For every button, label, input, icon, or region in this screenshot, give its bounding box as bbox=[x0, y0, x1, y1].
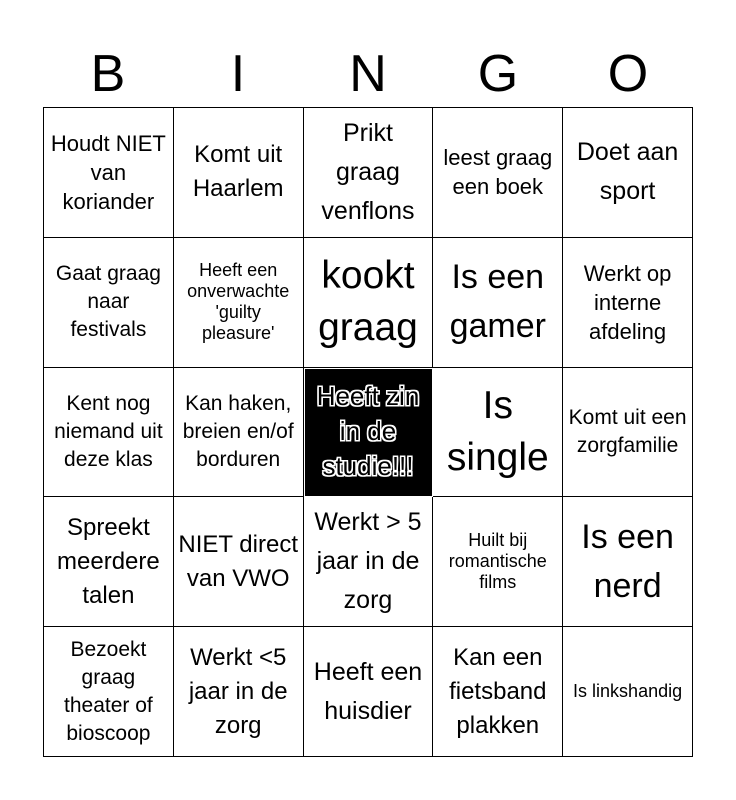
cell-text: Komt uit Haarlem bbox=[192, 141, 284, 203]
cell-text: Komt uit een zorgfamilie bbox=[568, 405, 687, 457]
cell-text: Is een nerd bbox=[581, 517, 674, 605]
cell-text: Houdt NIET van koriander bbox=[50, 130, 166, 214]
cell-text: Kan een fietsband plakken bbox=[449, 643, 547, 739]
bingo-cell[interactable] bbox=[433, 627, 563, 757]
bingo-cell[interactable] bbox=[563, 497, 693, 627]
bingo-cell[interactable] bbox=[304, 497, 434, 627]
cell-text: Werkt op interne afdeling bbox=[583, 260, 672, 344]
bingo-cell[interactable] bbox=[304, 238, 434, 368]
title-letter-n: N bbox=[349, 45, 387, 103]
bingo-card bbox=[43, 107, 693, 757]
cell-text: Prikt graag venflons bbox=[321, 118, 415, 225]
cell-text: Heeft een huisdier bbox=[313, 657, 423, 725]
cell-text: Is een gamer bbox=[449, 258, 546, 346]
cell-text: Kan haken, breien en/of borduren bbox=[182, 391, 294, 471]
title-letter-o: O bbox=[607, 45, 649, 103]
bingo-cell[interactable] bbox=[174, 108, 304, 238]
bingo-cell[interactable] bbox=[44, 238, 174, 368]
title-letter-i: I bbox=[230, 45, 246, 103]
bingo-cell[interactable] bbox=[44, 108, 174, 238]
bingo-cell[interactable] bbox=[44, 627, 174, 757]
bingo-cell[interactable] bbox=[174, 497, 304, 627]
cell-text: kookt graag bbox=[318, 254, 418, 350]
cell-text: Gaat graag naar festivals bbox=[55, 262, 161, 342]
free-space-text: Heeft zin in de studie!!! bbox=[316, 381, 420, 482]
cell-text: NIET direct van VWO bbox=[178, 530, 298, 592]
bingo-cell[interactable] bbox=[174, 627, 304, 757]
bingo-cell[interactable] bbox=[174, 238, 304, 368]
cell-text: Kent nog niemand uit deze klas bbox=[54, 391, 163, 471]
cell-text: Huilt bij romantische films bbox=[448, 530, 547, 593]
cell-text: Werkt > 5 jaar in de zorg bbox=[314, 508, 422, 615]
title-letter-g: G bbox=[477, 45, 519, 103]
cell-text: Is single bbox=[446, 383, 549, 479]
bingo-cell[interactable] bbox=[433, 368, 563, 498]
bingo-cell[interactable] bbox=[304, 627, 434, 757]
bingo-cell[interactable] bbox=[563, 627, 693, 757]
free-space-cell[interactable] bbox=[305, 369, 433, 497]
bingo-cell[interactable] bbox=[433, 108, 563, 238]
cell-text: Doet aan sport bbox=[576, 138, 679, 206]
cell-text: Spreekt meerdere talen bbox=[57, 513, 160, 609]
bingo-cell[interactable] bbox=[44, 368, 174, 498]
bingo-cell[interactable] bbox=[433, 238, 563, 368]
bingo-cell[interactable] bbox=[563, 368, 693, 498]
cell-text: leest graag een boek bbox=[443, 145, 553, 200]
bingo-cell[interactable] bbox=[563, 238, 693, 368]
bingo-cell[interactable] bbox=[44, 497, 174, 627]
cell-text: Werkt <5 jaar in de zorg bbox=[188, 643, 288, 739]
bingo-title bbox=[43, 44, 693, 104]
cell-text: Bezoekt graag theater of bioscoop bbox=[64, 637, 153, 745]
cell-text: Heeft een onverwachte 'guilty pleasure' bbox=[187, 260, 290, 344]
bingo-cell[interactable] bbox=[433, 497, 563, 627]
bingo-cell[interactable] bbox=[304, 108, 434, 238]
cell-text: Is linkshandig bbox=[573, 681, 683, 702]
title-letter-b: B bbox=[90, 45, 126, 103]
bingo-cell[interactable] bbox=[563, 108, 693, 238]
bingo-cell[interactable] bbox=[174, 368, 304, 498]
